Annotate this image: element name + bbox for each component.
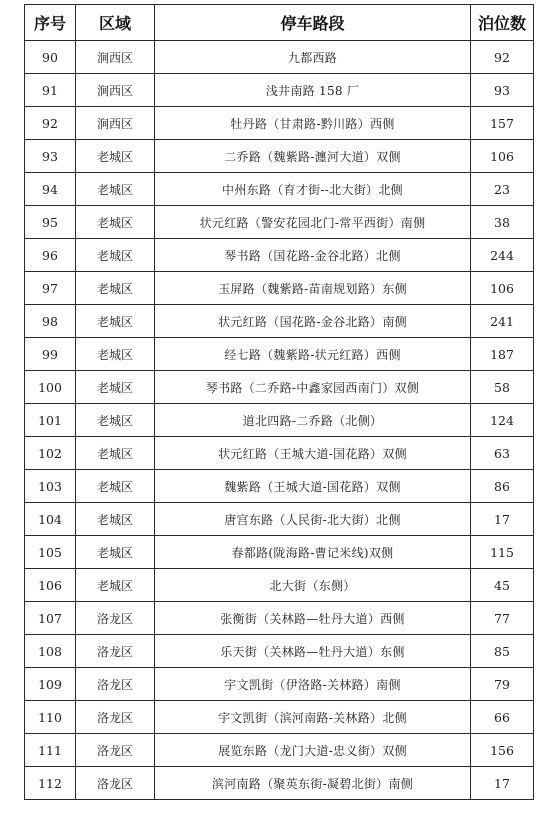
- row-road-cell: 中州东路（育才街--北大街）北侧: [155, 173, 471, 206]
- row-road-cell: 琴书路（二乔路-中鑫家园西南门）双侧: [155, 371, 471, 404]
- parking-sections-table: [24, 4, 534, 800]
- row-seq-cell: 94: [25, 173, 76, 206]
- table-row: [25, 437, 534, 470]
- row-district-cell: 老城区: [76, 338, 155, 371]
- table-row: [25, 734, 534, 767]
- row-spots-cell: 79: [471, 668, 534, 701]
- table-row: [25, 668, 534, 701]
- row-seq-cell: 111: [25, 734, 76, 767]
- row-road-cell: 北大街（东侧）: [155, 569, 471, 602]
- row-district-cell: 老城区: [76, 239, 155, 272]
- row-seq-cell: 90: [25, 41, 76, 74]
- row-road-cell: 玉屏路（魏紫路-苗南规划路）东侧: [155, 272, 471, 305]
- row-seq-cell: 108: [25, 635, 76, 668]
- row-seq-cell: 101: [25, 404, 76, 437]
- row-road-cell: 展览东路（龙门大道-忠义街）双侧: [155, 734, 471, 767]
- row-district-cell: 洛龙区: [76, 701, 155, 734]
- row-seq-cell: 104: [25, 503, 76, 536]
- row-district-cell: 洛龙区: [76, 602, 155, 635]
- row-road-cell: 道北四路-二乔路（北侧）: [155, 404, 471, 437]
- table-row: [25, 272, 534, 305]
- row-district-cell: 老城区: [76, 140, 155, 173]
- table-row: [25, 338, 534, 371]
- table-row: [25, 74, 534, 107]
- row-spots-cell: 156: [471, 734, 534, 767]
- row-spots-cell: 187: [471, 338, 534, 371]
- header-seq: 序号: [25, 5, 76, 41]
- row-spots-cell: 244: [471, 239, 534, 272]
- row-road-cell: 琴书路（国花路-金谷北路）北侧: [155, 239, 471, 272]
- table-row: [25, 140, 534, 173]
- row-spots-cell: 58: [471, 371, 534, 404]
- table-row: [25, 41, 534, 74]
- table-row: [25, 371, 534, 404]
- row-seq-cell: 99: [25, 338, 76, 371]
- row-district-cell: 老城区: [76, 305, 155, 338]
- row-spots-cell: 86: [471, 470, 534, 503]
- row-road-cell: 经七路（魏紫路-状元红路）西侧: [155, 338, 471, 371]
- row-road-cell: 乐天街（关林路—牡丹大道）东侧: [155, 635, 471, 668]
- table-row: [25, 536, 534, 569]
- row-spots-cell: 157: [471, 107, 534, 140]
- row-district-cell: 老城区: [76, 569, 155, 602]
- row-road-cell: 状元红路（警安花园北门-常平西街）南侧: [155, 206, 471, 239]
- row-seq-cell: 97: [25, 272, 76, 305]
- row-district-cell: 老城区: [76, 404, 155, 437]
- row-seq-cell: 107: [25, 602, 76, 635]
- row-district-cell: 老城区: [76, 437, 155, 470]
- table-row: [25, 767, 534, 800]
- row-spots-cell: 93: [471, 74, 534, 107]
- row-spots-cell: 23: [471, 173, 534, 206]
- row-seq-cell: 110: [25, 701, 76, 734]
- row-seq-cell: 98: [25, 305, 76, 338]
- row-seq-cell: 105: [25, 536, 76, 569]
- row-seq-cell: 103: [25, 470, 76, 503]
- row-road-cell: 宇文凯街（伊洛路-关林路）南侧: [155, 668, 471, 701]
- row-spots-cell: 17: [471, 503, 534, 536]
- table-body: [25, 41, 534, 800]
- row-district-cell: 老城区: [76, 272, 155, 305]
- row-seq-cell: 93: [25, 140, 76, 173]
- row-seq-cell: 102: [25, 437, 76, 470]
- row-district-cell: 涧西区: [76, 74, 155, 107]
- table-row: [25, 635, 534, 668]
- row-road-cell: 魏紫路（王城大道-国花路）双侧: [155, 470, 471, 503]
- row-road-cell: 浅井南路 158 厂: [155, 74, 471, 107]
- row-road-cell: 九都西路: [155, 41, 471, 74]
- row-seq-cell: 100: [25, 371, 76, 404]
- table-header: [25, 5, 534, 41]
- row-district-cell: 老城区: [76, 503, 155, 536]
- table-row: [25, 569, 534, 602]
- table-row: [25, 404, 534, 437]
- row-spots-cell: 241: [471, 305, 534, 338]
- row-district-cell: 老城区: [76, 173, 155, 206]
- row-district-cell: 老城区: [76, 536, 155, 569]
- row-district-cell: 老城区: [76, 371, 155, 404]
- table-row: [25, 107, 534, 140]
- row-road-cell: 张衡街（关林路—牡丹大道）西侧: [155, 602, 471, 635]
- row-spots-cell: 85: [471, 635, 534, 668]
- row-road-cell: 春都路(陇海路-曹记米线)双侧: [155, 536, 471, 569]
- row-road-cell: 唐宫东路（人民街-北大街）北侧: [155, 503, 471, 536]
- row-spots-cell: 124: [471, 404, 534, 437]
- row-seq-cell: 92: [25, 107, 76, 140]
- row-spots-cell: 106: [471, 272, 534, 305]
- table-row: [25, 470, 534, 503]
- row-road-cell: 状元红路（王城大道-国花路）双侧: [155, 437, 471, 470]
- row-spots-cell: 17: [471, 767, 534, 800]
- row-district-cell: 洛龙区: [76, 635, 155, 668]
- row-spots-cell: 66: [471, 701, 534, 734]
- row-road-cell: 滨河南路（聚英东街-凝碧北街）南侧: [155, 767, 471, 800]
- header-row: [25, 5, 534, 41]
- row-seq-cell: 96: [25, 239, 76, 272]
- row-road-cell: 宇文凯街（滨河南路-关林路）北侧: [155, 701, 471, 734]
- row-district-cell: 洛龙区: [76, 767, 155, 800]
- row-spots-cell: 92: [471, 41, 534, 74]
- row-district-cell: 洛龙区: [76, 734, 155, 767]
- row-seq-cell: 109: [25, 668, 76, 701]
- header-district: 区域: [76, 5, 155, 41]
- table-row: [25, 305, 534, 338]
- row-seq-cell: 112: [25, 767, 76, 800]
- row-district-cell: 洛龙区: [76, 668, 155, 701]
- header-road: 停车路段: [155, 5, 471, 41]
- row-road-cell: 二乔路（魏紫路-瀍河大道）双侧: [155, 140, 471, 173]
- row-district-cell: 涧西区: [76, 41, 155, 74]
- row-seq-cell: 106: [25, 569, 76, 602]
- table-row: [25, 239, 534, 272]
- table-row: [25, 602, 534, 635]
- row-district-cell: 老城区: [76, 206, 155, 239]
- row-road-cell: 牡丹路（甘肃路-黔川路）西侧: [155, 107, 471, 140]
- table-row: [25, 701, 534, 734]
- row-district-cell: 老城区: [76, 470, 155, 503]
- row-spots-cell: 38: [471, 206, 534, 239]
- row-spots-cell: 63: [471, 437, 534, 470]
- table-row: [25, 173, 534, 206]
- row-spots-cell: 106: [471, 140, 534, 173]
- header-spots: 泊位数: [471, 5, 534, 41]
- row-seq-cell: 91: [25, 74, 76, 107]
- row-road-cell: 状元红路（国花路-金谷北路）南侧: [155, 305, 471, 338]
- row-district-cell: 涧西区: [76, 107, 155, 140]
- row-seq-cell: 95: [25, 206, 76, 239]
- table-row: [25, 503, 534, 536]
- parking-table-page: [24, 4, 533, 800]
- row-spots-cell: 77: [471, 602, 534, 635]
- table-row: [25, 206, 534, 239]
- row-spots-cell: 115: [471, 536, 534, 569]
- row-spots-cell: 45: [471, 569, 534, 602]
